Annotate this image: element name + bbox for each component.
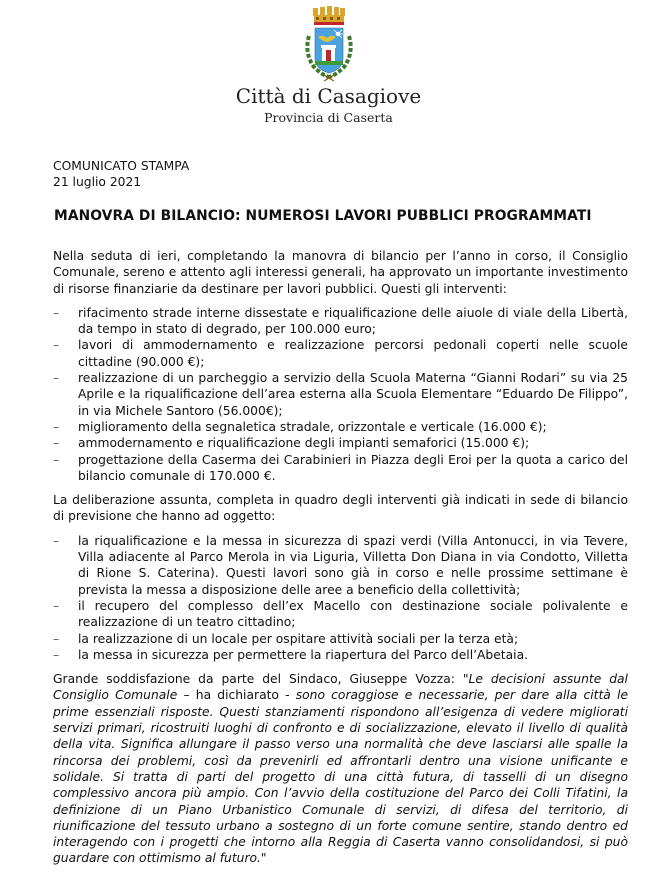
mayor-quote-paragraph: Grande soddisfazione da parte del Sindaco, Giuseppe Vozza: "Le decisioni assunte dal Consiglio Comunale – ha dichiarato - sono coraggiose e necessarie, per dare alla città le prime essenziali risposte. Questi stanziamenti rispondono all’esigenza di vedere migliorati servizi primari, ricostruiti luoghi di confronto e di socializzazione, elevato il livello di qualità della vita. Significa allungare il passo verso una normalità che deve lasciarsi alle spalle la rincorsa dei problemi, così da prevenirli ed affrontarli dentro una visione unificante e solidale. Si tratta di parti del progetto di una città futura, di tasselli di un disegno complessivo ancora più ampio. Con l’avvio della costituzione del Parco dei Colli Tifatini, la definizione di un Piano Urbanistico Comunale di servizi, di difesa del territorio, di riunificazione del tessuto urbano a sostegno di un forte comune sentire, stando dentro ed interagendo con i progetti che intorno alla Reggia di Caserta vanno consolidandosi, si può guardare con ottimismo al futuro." bbox=[53, 672, 629, 866]
list-item: – miglioramento della segnaletica stradale, orizzontale e verticale (16.000 €); bbox=[53, 419, 547, 434]
dash-bullet-icon: – bbox=[53, 631, 60, 646]
dash-bullet-icon: – bbox=[53, 533, 60, 548]
quote-text: sono coraggiose e necessarie, per dare alla città le prime essenziali risposte. Questi stanziamenti rispondono all’esigenza di vedere migliorati servizi primari, ricostruiti luoghi di confronto e di socializzazione, elevato il livello di qualità della vita. Significa allungare il passo verso una normalità che deve lasciarsi alle spalle la rincorsa dei problemi, così da prevenirli ed affrontarli dentro una visione unificante e solidale. Si tratta di parti del progetto di una città futura, di tasselli di un disegno complessivo ancora più ampio. Con l’avvio della costituzione del Parco dei Colli Tifatini, la definizione di un Piano Urbanistico Comunale di servizi, di difesa del territorio, di riunificazione del tessuto urbano a sostegno di un forte comune sentire, stando dentro ed interagendo con i progetti che intorno alla Reggia di Caserta vanno consolidandosi, si può guardare con ottimismo al futuro." bbox=[53, 688, 629, 866]
coat-of-arms-icon bbox=[296, 3, 362, 83]
planned-works-list bbox=[53, 533, 628, 663]
dash-bullet-icon: – bbox=[53, 647, 60, 662]
interventions-list bbox=[53, 305, 628, 484]
list-item: – la messa in sicurezza per permettere la riapertura del Parco dell’Abetaia. bbox=[53, 647, 529, 662]
kicker-label: COMUNICATO STAMPA bbox=[53, 159, 190, 173]
dash-bullet-icon: – bbox=[53, 436, 60, 451]
deliberation-paragraph: La deliberazione assunta, completa in quadro degli interventi già indicati in sede di bilancio di previsione che hanno ad oggetto: bbox=[53, 493, 628, 524]
list-item: – lavori di ammodernamento e realizzazione percorsi pedonali coperti nelle scuole cittadine (90.000 €); bbox=[53, 338, 628, 369]
letterhead bbox=[0, 0, 657, 130]
press-release-kicker bbox=[53, 158, 189, 191]
province-name: Provincia di Caserta bbox=[264, 110, 393, 125]
dash-bullet-icon: – bbox=[53, 452, 60, 467]
list-item: – la realizzazione di un locale per ospitare attività sociali per la terza età; bbox=[53, 631, 519, 646]
list-item: – il recupero del complesso dell’ex Macello con destinazione sociale polivalente e realizzazione di un teatro cittadino; bbox=[53, 598, 628, 630]
dash-bullet-icon: – bbox=[53, 371, 60, 386]
dash-bullet-icon: – bbox=[53, 338, 60, 353]
intro-paragraph: Nella seduta di ieri, completando la manovra di bilancio per l’anno in corso, il Consiglio Comunale, sereno e attento agli interessi generali, ha approvato un importante investimento di risorse finanziarie da destinare per lavori pubblici. Questi gli interventi: bbox=[53, 249, 628, 296]
list-item: – ammodernamento e riqualificazione degli impianti semaforici (15.000 €); bbox=[53, 436, 530, 451]
list-item: – la riqualificazione e la messa in sicurezza di spazi verdi (Villa Antonucci, in via Tevere, Villa adiacente al Parco Merola in via Liguria, Villetta Don Diana in via Condotto, Villetta di Rione S. Caterina). Questi lavori sono già in corso e nelle prossime settimane è prevista la messa a disposizione delle aree a beneficio della collettività; bbox=[53, 533, 628, 597]
dash-bullet-icon: – bbox=[53, 419, 60, 434]
article-body bbox=[53, 248, 628, 875]
list-item: – realizzazione di un parcheggio a servizio della Scuola Materna “Gianni Rodari” su via 25 Aprile e la riqualificazione dell’area esterna alla Scuola Elementare “Eduardo De Filippo”, in via Michele Santoro (56.000€); bbox=[53, 371, 628, 418]
release-date: 21 luglio 2021 bbox=[53, 175, 142, 190]
dash-bullet-icon: – bbox=[53, 598, 60, 613]
quote-text: Le decisioni assunte dal Consiglio Comunale bbox=[53, 672, 628, 703]
headline: MANOVRA DI BILANCIO: NUMEROSI LAVORI PUBBLICI PROGRAMMATI bbox=[54, 208, 592, 224]
dash-bullet-icon: – bbox=[53, 305, 60, 320]
city-name: Città di Casagiove bbox=[235, 84, 422, 108]
list-item: – rifacimento strade interne dissestate e riqualificazione delle aiuole di viale della Libertà, da tempo in stato di degrado, per 100.000 euro; bbox=[53, 305, 628, 337]
list-item: – progettazione della Caserma dei Carabinieri in Piazza degli Eroi per la quota a carico del bilancio comunale di 170.000 €. bbox=[53, 452, 628, 483]
